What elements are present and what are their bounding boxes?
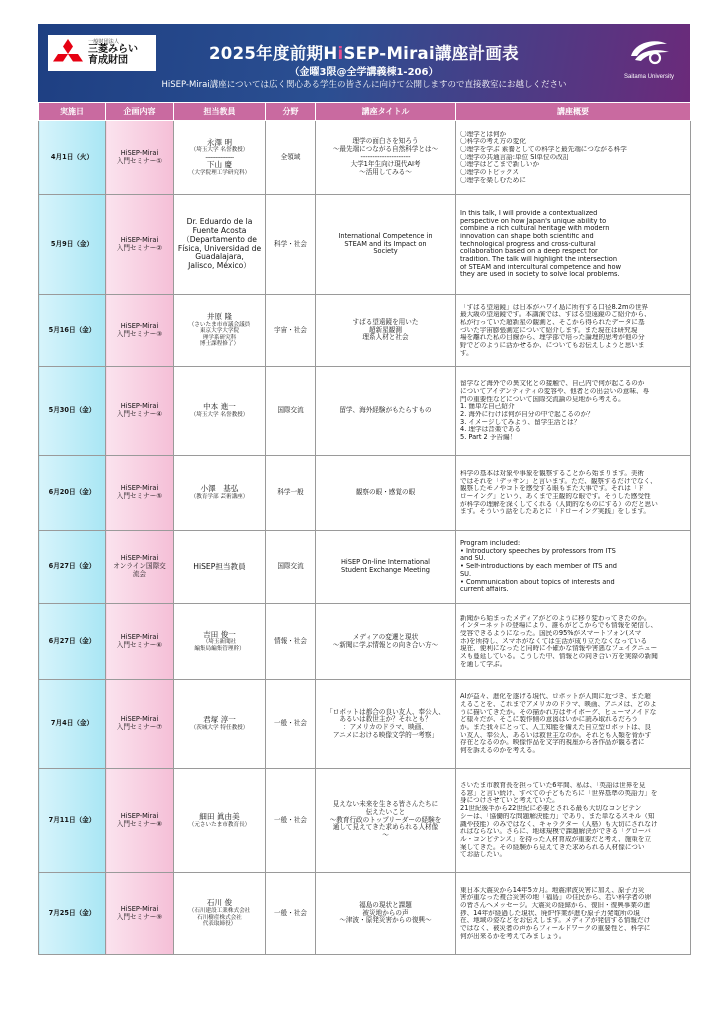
teacher-cell <box>174 367 266 456</box>
teacher-line: 代表取締役） <box>202 921 237 928</box>
summary-line: さいたま市教育長を担っていた6年間、私は、「英語は世界を見 <box>460 781 646 789</box>
teacher-line: （埼玉大学 名誉教授） <box>190 412 249 419</box>
summary-line: 〇理学とは何か <box>460 130 507 138</box>
summary-line: か。また我々にとって、人工知能を備えた自立型ロボットは、良 <box>460 724 651 731</box>
teacher-line: ----------------- <box>205 153 234 161</box>
field-cell: 情報・社会 <box>266 604 316 680</box>
lecture-summary-cell <box>456 531 691 604</box>
summary-line: 受容できるようになった。国民の95%がスマートフォン(スマ <box>460 629 642 637</box>
column-header-title: 講座タイトル <box>316 103 456 121</box>
lecture-title-line: ～新聞に学ぶ情報との向き合い方～ <box>332 640 439 649</box>
summary-line: ではなく、被災者の声からフィールドワークの重要性と、科学に <box>460 925 651 933</box>
table-row <box>39 456 691 531</box>
teacher-line: （Departamento de <box>182 234 257 244</box>
teacher-line: 中本 進一 <box>203 402 236 412</box>
teacher-cell <box>174 873 266 955</box>
field-cell: 国際交流 <box>266 367 316 456</box>
program-type-line: HiSEP-Mirai <box>120 148 159 157</box>
column-header-summary: 講座概要 <box>456 103 691 121</box>
summary-line: 〇理学のトピックス <box>460 169 520 177</box>
program-type-line: 入門セミナー⑥ <box>116 640 163 649</box>
program-type-line: オンライン国際交 <box>113 562 166 571</box>
summary-line: 在、地域の姿などをお伝えします。メディアが発信する情報だけ <box>460 917 651 925</box>
teacher-line: 石川 俊 <box>206 898 233 908</box>
column-header-type: 企画内容 <box>106 103 174 121</box>
summary-line: 1. 簡単な自己紹介 <box>460 403 515 411</box>
teacher-line: Jalisco, México） <box>188 261 251 271</box>
page-subtitle: （金曜3限@全学講義棟1-206） <box>289 67 439 78</box>
lecture-title-line: STEAM and its Impact on <box>344 239 427 248</box>
lecture-summary-cell <box>456 456 691 531</box>
lecture-title-cell <box>316 769 456 873</box>
lecture-title-line: 超新星観測 <box>369 325 402 334</box>
teacher-line: Dr. Eduardo de la <box>186 216 253 226</box>
teacher-line: 編集局編集管理幹） <box>194 645 245 652</box>
date-cell: 6月27日（金） <box>39 531 106 604</box>
lecture-title-line: International Competence in <box>338 231 433 240</box>
teacher-line: 君塚 淳一 <box>203 715 236 725</box>
date-cell: 6月20日（金） <box>39 456 106 531</box>
summary-line: combine a rich cultural heritage with modern <box>460 225 610 233</box>
summary-line: ローイング」という、あくまで主観的な眼です。そうした感受性 <box>460 493 651 500</box>
summary-line: についてアイデンティティの変容や、他者との出会いの意味、専 <box>460 387 650 395</box>
summary-line: 〇理学を楽しむために <box>460 176 526 184</box>
program-type-cell <box>106 531 174 604</box>
table-row <box>39 604 691 680</box>
teacher-line: （教育学部 芸術講座） <box>190 494 249 501</box>
lecture-title-cell <box>316 295 456 367</box>
lecture-title-line: ～教育行政のトップリーダーの経験を <box>329 815 442 824</box>
lecture-summary-cell <box>456 680 691 769</box>
summary-line: they are used in society to solve local problems. <box>460 271 620 279</box>
table-row <box>39 367 691 456</box>
lecture-title-cell <box>316 195 456 295</box>
summary-line: 存在となるのか。映像作品を文字的視座から各作品が観る者に <box>460 739 645 747</box>
program-type-cell <box>106 769 174 873</box>
summary-line: collaboration based on a deep respect for <box>460 248 598 256</box>
teacher-line: HiSEP担当教員 <box>193 561 246 571</box>
program-type-line: HiSEP-Mirai <box>120 402 159 411</box>
summary-line: うに描いてきたか。その描かれ方はサイボーグ、ヒューマノイドな <box>460 708 657 716</box>
date-cell: 5月16日（金） <box>39 295 106 367</box>
summary-line: tradition. The talk will highlight the intersection <box>460 256 618 264</box>
summary-line: of STEAM and intercultural competence and how <box>460 263 621 271</box>
lecture-title-line: 「ロボットは都合の良い友人、奉公人、 <box>326 707 445 716</box>
teacher-line: （埼玉新聞社 <box>202 639 237 646</box>
program-type-line: 入門セミナー① <box>116 156 163 165</box>
teacher-cell <box>174 604 266 680</box>
lecture-title-cell <box>316 680 456 769</box>
field-cell: 科学一般 <box>266 456 316 531</box>
summary-line: 東日本大震災から14年5カ月。地震津波災害に加え、原子力災 <box>460 886 645 894</box>
lecture-title-cell <box>316 121 456 195</box>
program-type-line: 入門セミナー⑧ <box>116 819 163 828</box>
summary-line: ればならない。さらに、地球規模で課題解決ができる「グローバ <box>460 828 651 836</box>
summary-line: 案してきた。その経験から見えてきた求められる人材像につい <box>460 843 645 851</box>
teacher-cell <box>174 769 266 873</box>
lecture-title-line: 留学、海外経験がもたらすもの <box>339 406 432 415</box>
date-cell: 5月9日（金） <box>39 195 106 295</box>
summary-line: 5. Part 2 予告編！ <box>460 434 517 442</box>
date-cell: 4月1日（火） <box>39 121 106 195</box>
summary-line: 場を離れた私の目線から、理学部で培った論理的思考が他の分 <box>460 334 645 342</box>
summary-line: シーは、「協働的な問題解決能力」であり、また単なるスキル（知 <box>460 812 655 820</box>
table-header-row <box>39 103 691 121</box>
summary-line: 門の重要性などについて国際交流論の見地から考える。 <box>460 395 625 403</box>
summary-line: 〇科学の考え方の変化 <box>460 138 526 146</box>
summary-line: 観察したモノやコトを感受する眼もまた大事です。それは「ド <box>460 485 645 493</box>
field-cell: 一般・社会 <box>266 769 316 873</box>
summary-line: AIが益々、進化を遂げる現代、ロボットが人間に近づき、また超 <box>460 693 651 701</box>
summary-line: 捗、14年が経過した現状、廃炉作業が進む原子力発電所の現 <box>460 909 640 917</box>
lecture-title-line: ～ <box>382 831 389 840</box>
teacher-cell <box>174 680 266 769</box>
lecture-title-line: 被災地からの声 <box>362 908 409 917</box>
table-body <box>39 121 691 955</box>
summary-line: 最大級の望遠鏡です。本講演では、すばる望遠鏡のご紹介から、 <box>460 311 651 319</box>
logo-org-type: 一般財団法人 <box>88 38 120 45</box>
program-type-cell <box>106 456 174 531</box>
summary-line: ではそれを「デッサン」と言います。ただ、観察するだけでなく、 <box>460 477 657 485</box>
summary-line: 2. 海外に行けば何が自分の中で起こるのか？ <box>460 411 594 418</box>
program-type-line: 入門セミナー③ <box>116 329 163 338</box>
summary-line: えることを、これまでアメリカのドラマ、映画、アニメは、どのよ <box>460 700 657 708</box>
lecture-summary-cell <box>456 121 691 195</box>
summary-line: い友人、奉公人、あるいは救世主なのか。それとも人類を脅かす <box>460 731 652 739</box>
summary-line: 4. 理学は音楽である <box>460 426 522 434</box>
program-type-line: 入門セミナー② <box>116 243 163 252</box>
summary-line: Program included: <box>460 540 521 548</box>
program-type-cell <box>106 195 174 295</box>
header-banner <box>38 24 690 102</box>
summary-line: 〇理学はどこまで新しいか <box>460 161 540 169</box>
teacher-cell <box>174 295 266 367</box>
lecture-summary-cell <box>456 604 691 680</box>
summary-line: 私が行っていた超新星の観測と、そこから得られたデータに基 <box>460 318 645 326</box>
summary-line: 何が出来るかを考えてみましょう。 <box>460 932 566 940</box>
date-cell: 7月25日（金） <box>39 873 106 955</box>
teacher-line: 井原 隆 <box>206 312 233 321</box>
summary-line: 身につけさせていと考えていた。 <box>460 797 559 805</box>
lecture-title-line: あるいは救世主か？それとも？ <box>339 715 432 724</box>
summary-line: インターネットの登場により、誰もがどこからでも情報を発信し、 <box>460 622 658 630</box>
lecture-title-cell <box>316 456 456 531</box>
summary-line: づいた宇宙膨張測定について紹介します。また現在は研究現 <box>460 326 638 334</box>
program-type-cell <box>106 367 174 456</box>
teacher-line: 石川樹産株式会社 <box>197 914 242 921</box>
logo-name-1: 三菱みらい <box>88 44 138 56</box>
title-highlight-i: i <box>337 44 344 63</box>
teacher-line: （埼玉大学 名誉教授） <box>190 147 249 154</box>
summary-line: 害が重なった複合災害の地「福島」の住民から、若い科学者の卵 <box>460 894 652 902</box>
teacher-line: 小澤 基弘 <box>200 484 239 494</box>
teacher-line: 下山 慶 <box>206 160 233 169</box>
summary-line: 〇理学の共通言語:単位 SI単位の改訂 <box>460 153 570 161</box>
lecture-summary-cell <box>456 873 691 955</box>
table-row <box>39 121 691 195</box>
summary-line: ます。そういう話をしたあとに「ドローイング実践」をします。 <box>460 508 651 516</box>
date-cell: 7月4日（金） <box>39 680 106 769</box>
summary-line: • Self-introductions by each member of ITS and <box>460 563 617 571</box>
program-type-line: HiSEP-Mirai <box>120 321 159 330</box>
lecture-title-line: 福島の現状と課題 <box>359 900 412 909</box>
page-title <box>38 40 690 64</box>
field-cell: 宇宙・社会 <box>266 295 316 367</box>
summary-line: ど様々だが、そこに製作側の意図はいかに読み取れるだろう <box>460 716 639 724</box>
teacher-cell <box>174 121 266 195</box>
program-type-line: 入門セミナー⑤ <box>116 492 163 500</box>
summary-line: てお話したい。 <box>460 851 507 859</box>
field-cell: 科学・社会 <box>266 195 316 295</box>
lecture-title-line: ～最先端につながる自然科学とは～ <box>332 144 439 153</box>
summary-line: 3. イメージしてみよう、留学生活とは？ <box>460 418 581 426</box>
lecture-title-line: 観察の眼・感覚の眼 <box>355 488 416 497</box>
program-type-line: 入門セミナー④ <box>116 410 163 418</box>
summary-line: 科学の基本は対象や事象を観察することから始まります。美術 <box>460 469 645 477</box>
summary-line: 野でどのように活かせるか、についてもお伝えしようと思いま <box>460 342 645 350</box>
schedule-page <box>38 24 690 955</box>
program-type-line: HiSEP-Mirai <box>120 554 159 563</box>
lecture-title-line: HiSEP On-line International <box>340 558 431 567</box>
summary-line: technological progress and cross-cultural <box>460 240 596 248</box>
university-logo <box>614 34 684 80</box>
program-type-line: 流会 <box>132 569 147 578</box>
summary-line: 識や技能）のみではなく、キャラクター（人格）も大切にされなけ <box>460 820 658 828</box>
title-suffix: SEP-Mirai講座計画表 <box>343 44 519 63</box>
lecture-summary-cell <box>456 295 691 367</box>
table-row <box>39 769 691 873</box>
lecture-title-line: ～活用してみる～ <box>359 168 412 177</box>
program-type-cell <box>106 604 174 680</box>
table-row <box>39 195 691 295</box>
lecture-title-cell <box>316 531 456 604</box>
lecture-title-line: 理系人材と社会 <box>362 333 409 342</box>
summary-line: の皆さんへメッセージ。大震災の経緯から、復旧・復興事業の進 <box>460 901 651 909</box>
lecture-title-line: 伝えたいこと <box>365 807 406 816</box>
summary-line: 新聞から始まったメディアがどのように移り変わってきたのか。 <box>460 614 651 622</box>
column-header-field: 分野 <box>266 103 316 121</box>
teacher-line: 東京大学大学院 <box>199 328 240 335</box>
teacher-cell <box>174 531 266 604</box>
lecture-title-line: 理学の面白さを知ろう <box>352 137 419 146</box>
summary-line: 留学など海外での異文化との接触で、自己内で何が起こるのか <box>460 380 645 388</box>
summary-line: • Introductory speeches by professors from ITS <box>460 547 616 555</box>
date-cell: 7月11日（金） <box>39 769 106 873</box>
lecture-title-cell <box>316 367 456 456</box>
lecture-title-line: 通して見えてきた求められる人材像 <box>332 823 439 832</box>
lecture-summary-cell <box>456 195 691 295</box>
teacher-line: Fuente Acosta <box>192 225 247 235</box>
program-type-cell <box>106 680 174 769</box>
teacher-line: 博士課程修了） <box>199 341 240 348</box>
teacher-line: （大学院理工学研究科） <box>188 169 251 176</box>
teacher-line: （石川建設工業株式会社 <box>188 908 251 915</box>
summary-line: が科学の理解を深くしてくれる（人間的なものにする）のだと思い <box>460 500 658 508</box>
teacher-line: 細田 眞由美 <box>199 811 240 821</box>
lecture-title-line: 見えない未来を生きる皆さんたちに <box>332 800 439 809</box>
program-type-line: 入門セミナー⑦ <box>116 723 163 731</box>
saitama-university-icon <box>625 34 673 68</box>
teacher-line: 永澤 明 <box>206 137 233 147</box>
column-header-date: 実施日 <box>39 103 106 121</box>
schedule-table <box>38 102 691 955</box>
summary-line: and SU. <box>460 555 486 563</box>
summary-line: 〇理学を学ぶ 素養としての科学と最先端につながる科学 <box>460 145 627 153</box>
program-type-line: HiSEP-Mirai <box>120 715 159 724</box>
program-type-line: HiSEP-Mirai <box>120 235 159 244</box>
program-type-line: 入門セミナー⑨ <box>116 912 163 921</box>
teacher-cell <box>174 195 266 295</box>
lecture-title-line: Student Exchange Meeting <box>341 566 430 574</box>
summary-line: 21世紀後半から22世紀に必要とされる最も大切なコンピテン <box>460 805 642 813</box>
field-cell: 国際交流 <box>266 531 316 604</box>
lecture-title-line: 大学1年生向け現代AI考 <box>350 160 421 169</box>
table-row <box>39 680 691 769</box>
program-type-cell <box>106 873 174 955</box>
summary-line: perspective on how Japan's unique ability to <box>460 217 607 225</box>
date-cell: 6月27日（金） <box>39 604 106 680</box>
summary-line: innovation can shape both scientific and <box>460 232 594 240</box>
lecture-title-cell <box>316 873 456 955</box>
date-cell: 5月30日（金） <box>39 367 106 456</box>
field-cell: 全領域 <box>266 121 316 195</box>
summary-line: ル・コンピテンス」を持った人材育成が重要だと考え、施策を立 <box>460 835 652 843</box>
summary-line: 「すばる望遠鏡」は日本がハワイ島に所有する口径8.2mの世界 <box>460 303 649 311</box>
header-notice: HiSEP-Mirai講座については広く関心ある学生の皆さんに向けて公開しますので直接教室にお越しください <box>161 80 567 90</box>
table-row <box>39 873 691 955</box>
teacher-line: （さいたま市市議会議員 <box>188 321 251 328</box>
lecture-title-line: ：アメリカのドラマ、映画、 <box>343 723 428 731</box>
teacher-cell <box>174 456 266 531</box>
summary-line: 現在、便利になったと同時に不確かな情報や害悪なフェイクニュー <box>460 645 658 653</box>
summary-line: る窓」と言い続け、すべての子どもたちに「世界基準の英語力」を <box>460 789 658 797</box>
lecture-title-line: ～津波・原発災害からの復興～ <box>339 916 432 925</box>
column-header-teacher: 担当教員 <box>174 103 266 121</box>
program-type-cell <box>106 295 174 367</box>
summary-line: を通して学ぶ。 <box>460 660 507 668</box>
teacher-line: （茨城大学 特任教授） <box>190 725 249 732</box>
field-cell: 一般・社会 <box>266 680 316 769</box>
lecture-title-line: メディアの変遷と現状 <box>352 632 419 641</box>
summary-line: ホ)を所持し、スマホがなくては生活が成り立たなくなっている <box>460 637 648 645</box>
teacher-line: （元さいたま市教育長） <box>188 821 251 828</box>
program-type-line: HiSEP-Mirai <box>120 632 159 641</box>
teacher-line: 吉田 俊一 <box>203 629 236 639</box>
lecture-title-line: Society <box>373 247 398 256</box>
lecture-title-line: アニメにおける映像文学的一考察」 <box>332 730 439 739</box>
program-type-line: HiSEP-Mirai <box>120 484 159 493</box>
teacher-line: 理学系研究科 <box>202 334 237 341</box>
summary-line: 何を訴えるのかを考える。 <box>460 747 540 755</box>
summary-line: In this talk, I will provide a contextualized <box>460 209 598 217</box>
lecture-summary-cell <box>456 367 691 456</box>
logo-name-2: 育成財団 <box>88 54 128 66</box>
program-type-line: HiSEP-Mirai <box>120 811 159 820</box>
teacher-line: Guadalajara, <box>195 252 244 262</box>
program-type-line: HiSEP-Mirai <box>120 904 159 913</box>
summary-line: す。 <box>460 349 473 357</box>
summary-line: • Communication about topics of interests and <box>460 578 615 586</box>
program-type-cell <box>106 121 174 195</box>
summary-line: スも蔓延している。こうした中、情報との向き合い方を実際の新聞 <box>460 653 658 661</box>
lecture-title-line: --------------------- <box>360 152 411 161</box>
summary-line: SU. <box>460 570 472 578</box>
lecture-summary-cell <box>456 769 691 873</box>
lecture-title-line: すばる望遠鏡を用いた <box>352 317 419 326</box>
title-prefix: 2025年度前期H <box>209 44 338 63</box>
teacher-line: Física, Universidad de <box>177 243 262 253</box>
table-row <box>39 531 691 604</box>
lecture-title-cell <box>316 604 456 680</box>
table-row <box>39 295 691 367</box>
university-name: Saitama University <box>623 74 674 80</box>
field-cell: 一般・社会 <box>266 873 316 955</box>
summary-line: current affairs. <box>460 586 509 594</box>
